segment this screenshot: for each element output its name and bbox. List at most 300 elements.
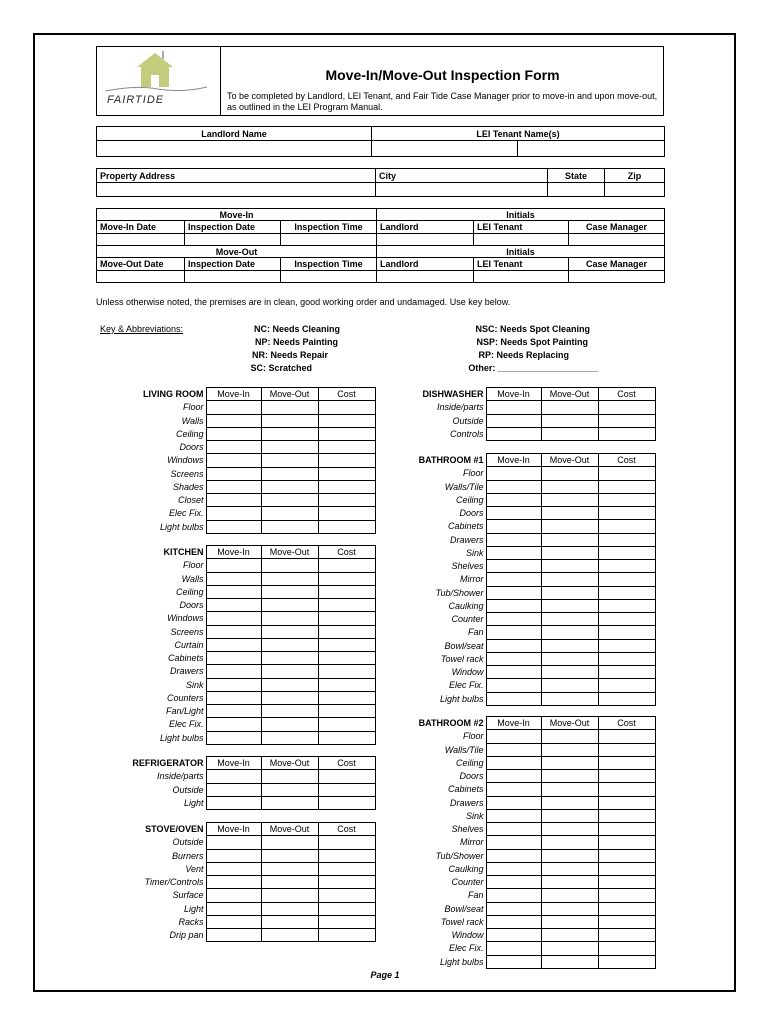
movein-field[interactable] xyxy=(486,639,541,652)
moveout-field[interactable] xyxy=(261,572,318,585)
moveout-field[interactable] xyxy=(261,427,318,440)
cost-field[interactable] xyxy=(598,809,655,822)
moveout-field[interactable] xyxy=(541,770,598,783)
moveout-field[interactable] xyxy=(541,942,598,955)
moveout-field[interactable] xyxy=(541,889,598,902)
zip-field[interactable] xyxy=(605,183,665,197)
cost-field[interactable] xyxy=(318,454,375,467)
moveout-field[interactable] xyxy=(261,691,318,704)
movein-field[interactable] xyxy=(486,823,541,836)
cost-field[interactable] xyxy=(318,929,375,942)
movein-field[interactable] xyxy=(486,955,541,968)
cost-field[interactable] xyxy=(318,401,375,414)
movein-field[interactable] xyxy=(206,876,261,889)
cost-field[interactable] xyxy=(598,679,655,692)
moveout-field[interactable] xyxy=(261,796,318,809)
moveout-field[interactable] xyxy=(541,414,598,427)
movein-tenant-field[interactable] xyxy=(474,234,569,246)
inspection-row xyxy=(380,414,655,427)
movein-date-label: Move-In Date xyxy=(97,221,185,234)
moveout-field[interactable] xyxy=(541,599,598,612)
cost-field[interactable] xyxy=(318,783,375,796)
moveout-field[interactable] xyxy=(541,756,598,769)
movein-field[interactable] xyxy=(486,586,541,599)
movein-manager-field[interactable] xyxy=(569,234,665,246)
item-label: Sink xyxy=(465,810,484,821)
movein-field[interactable] xyxy=(486,626,541,639)
cost-field[interactable] xyxy=(318,599,375,612)
movein-field[interactable] xyxy=(206,705,261,718)
moveout-field[interactable] xyxy=(541,783,598,796)
movein-field[interactable] xyxy=(486,743,541,756)
cost-field[interactable] xyxy=(318,441,375,454)
item-label: Walls xyxy=(181,415,204,426)
cost-field[interactable] xyxy=(598,467,655,480)
cost-field[interactable] xyxy=(598,613,655,626)
movein-field[interactable] xyxy=(486,507,541,520)
moveout-field[interactable] xyxy=(541,862,598,875)
cost-field[interactable] xyxy=(318,849,375,862)
inspection-row xyxy=(380,573,655,586)
movein-field[interactable] xyxy=(486,613,541,626)
moveout-field[interactable] xyxy=(261,718,318,731)
moveout-tenant-field[interactable] xyxy=(474,271,569,283)
moveout-field[interactable] xyxy=(261,467,318,480)
cost-field[interactable] xyxy=(598,915,655,928)
cost-field[interactable] xyxy=(598,652,655,665)
item-label: Elec Fix. xyxy=(448,943,484,954)
inspection-row xyxy=(100,796,375,809)
item-label: Inside/parts xyxy=(436,402,484,413)
cost-field[interactable] xyxy=(598,507,655,520)
cost-field[interactable] xyxy=(318,665,375,678)
moveout-field[interactable] xyxy=(261,625,318,638)
movein-field[interactable] xyxy=(206,862,261,875)
inspection-row xyxy=(380,546,655,559)
cost-field[interactable] xyxy=(598,730,655,743)
moveout-field[interactable] xyxy=(541,929,598,942)
item-label: Drawers xyxy=(449,797,484,808)
cost-field[interactable] xyxy=(598,546,655,559)
item-label: Sink xyxy=(185,679,204,690)
cost-field[interactable] xyxy=(318,691,375,704)
moveout-field[interactable] xyxy=(541,679,598,692)
cost-field[interactable] xyxy=(318,678,375,691)
moveout-field[interactable] xyxy=(261,783,318,796)
moveout-field[interactable] xyxy=(541,573,598,586)
moveout-field[interactable] xyxy=(261,507,318,520)
moveout-field[interactable] xyxy=(261,876,318,889)
inspection-row xyxy=(100,902,375,915)
item-label: Light bulbs xyxy=(439,693,484,704)
tenant-name-field-2[interactable] xyxy=(518,141,665,157)
moveout-field[interactable] xyxy=(541,849,598,862)
cost-column-header: Cost xyxy=(598,388,655,401)
cost-field[interactable] xyxy=(598,401,655,414)
moveout-field[interactable] xyxy=(541,902,598,915)
movein-date-field[interactable] xyxy=(97,234,185,246)
cost-field[interactable] xyxy=(598,836,655,849)
moveout-field[interactable] xyxy=(261,441,318,454)
moveout-field[interactable] xyxy=(261,652,318,665)
movein-inspection-date-label: Inspection Date xyxy=(185,221,281,234)
moveout-field[interactable] xyxy=(261,929,318,942)
state-field[interactable] xyxy=(548,183,605,197)
moveout-field[interactable] xyxy=(541,533,598,546)
moveout-field[interactable] xyxy=(541,836,598,849)
item-label: Tub/Shower xyxy=(435,850,484,861)
moveout-field[interactable] xyxy=(541,639,598,652)
moveout-field[interactable] xyxy=(261,585,318,598)
inspection-row xyxy=(100,414,375,427)
movein-field[interactable] xyxy=(206,494,261,507)
movein-field[interactable] xyxy=(206,889,261,902)
item-label: Light bulbs xyxy=(159,521,204,532)
moveout-field[interactable] xyxy=(261,836,318,849)
inspection-row xyxy=(380,626,655,639)
moveout-column-header: Move-Out xyxy=(261,388,318,401)
cost-field[interactable] xyxy=(318,480,375,493)
inspection-row xyxy=(380,520,655,533)
moveout-inspection-time-field[interactable] xyxy=(281,271,377,283)
movein-field[interactable] xyxy=(486,809,541,822)
moveout-field[interactable] xyxy=(541,743,598,756)
moveout-landlord-field[interactable] xyxy=(377,271,474,283)
movein-inspection-date-field[interactable] xyxy=(185,234,281,246)
moveout-column-header: Move-Out xyxy=(541,454,598,467)
movein-field[interactable] xyxy=(486,679,541,692)
inspection-row xyxy=(100,836,375,849)
cost-field[interactable] xyxy=(598,480,655,493)
item-label: Closet xyxy=(177,495,204,506)
cost-field[interactable] xyxy=(598,692,655,705)
movein-field[interactable] xyxy=(486,666,541,679)
movein-field[interactable] xyxy=(206,441,261,454)
movein-field[interactable] xyxy=(206,427,261,440)
cost-field[interactable] xyxy=(318,652,375,665)
moveout-field[interactable] xyxy=(541,427,598,440)
movein-field[interactable] xyxy=(486,783,541,796)
movein-field[interactable] xyxy=(486,915,541,928)
movein-inspection-time-field[interactable] xyxy=(281,234,377,246)
inspection-row xyxy=(380,809,655,822)
movein-field[interactable] xyxy=(486,493,541,506)
moveout-field[interactable] xyxy=(261,414,318,427)
cost-field[interactable] xyxy=(598,823,655,836)
movein-inspection-time-label: Inspection Time xyxy=(281,221,377,234)
item-label: Drawers xyxy=(169,666,204,677)
moveout-field[interactable] xyxy=(261,454,318,467)
moveout-field[interactable] xyxy=(541,652,598,665)
moveout-field[interactable] xyxy=(541,401,598,414)
cost-field[interactable] xyxy=(318,836,375,849)
moveout-column-header: Move-Out xyxy=(261,546,318,559)
moveout-field[interactable] xyxy=(541,796,598,809)
cost-field[interactable] xyxy=(318,862,375,875)
cost-field[interactable] xyxy=(318,876,375,889)
item-label: Burners xyxy=(171,850,204,861)
cost-field[interactable] xyxy=(598,889,655,902)
cost-field[interactable] xyxy=(318,612,375,625)
moveout-field[interactable] xyxy=(541,560,598,573)
moveout-field[interactable] xyxy=(541,546,598,559)
moveout-field[interactable] xyxy=(541,730,598,743)
inspection-row xyxy=(380,756,655,769)
moveout-field[interactable] xyxy=(261,665,318,678)
moveout-field[interactable] xyxy=(261,401,318,414)
movein-field[interactable] xyxy=(206,691,261,704)
cost-field[interactable] xyxy=(318,414,375,427)
moveout-field[interactable] xyxy=(541,955,598,968)
movein-field[interactable] xyxy=(206,770,261,783)
movein-field[interactable] xyxy=(206,401,261,414)
item-label: Outside xyxy=(452,415,484,426)
inspection-row xyxy=(100,705,375,718)
moveout-field[interactable] xyxy=(261,520,318,533)
cost-field[interactable] xyxy=(318,796,375,809)
movein-field[interactable] xyxy=(486,414,541,427)
movein-field[interactable] xyxy=(206,652,261,665)
cost-field[interactable] xyxy=(598,783,655,796)
cost-field[interactable] xyxy=(318,507,375,520)
cost-field[interactable] xyxy=(598,902,655,915)
movein-field[interactable] xyxy=(206,507,261,520)
movein-field[interactable] xyxy=(206,718,261,731)
movein-field[interactable] xyxy=(206,902,261,915)
movein-field[interactable] xyxy=(486,652,541,665)
inspection-row xyxy=(380,862,655,875)
cost-field[interactable] xyxy=(598,493,655,506)
item-label: Counter xyxy=(451,614,484,625)
movein-field[interactable] xyxy=(206,731,261,744)
movein-field[interactable] xyxy=(206,783,261,796)
cost-field[interactable] xyxy=(598,756,655,769)
movein-field[interactable] xyxy=(486,533,541,546)
item-label: Towel rack xyxy=(440,653,484,664)
cost-field[interactable] xyxy=(318,902,375,915)
cost-field[interactable] xyxy=(598,876,655,889)
movein-field[interactable] xyxy=(486,849,541,862)
moveout-inspection-date-field[interactable] xyxy=(185,271,281,283)
landlord-name-label: Landlord Name xyxy=(97,127,372,141)
item-label: Racks xyxy=(178,916,204,927)
moveout-manager-field[interactable] xyxy=(569,271,665,283)
moveout-field[interactable] xyxy=(261,902,318,915)
cost-field[interactable] xyxy=(318,467,375,480)
movein-field[interactable] xyxy=(206,796,261,809)
movein-field[interactable] xyxy=(486,756,541,769)
moveout-field[interactable] xyxy=(541,915,598,928)
moveout-field[interactable] xyxy=(261,678,318,691)
cost-field[interactable] xyxy=(598,414,655,427)
movein-field[interactable] xyxy=(206,836,261,849)
moveout-field[interactable] xyxy=(541,613,598,626)
movein-field[interactable] xyxy=(486,560,541,573)
item-label: Doors xyxy=(179,600,204,611)
moveout-field[interactable] xyxy=(261,862,318,875)
tenant-name-field-1[interactable] xyxy=(372,141,518,157)
inspection-row xyxy=(100,691,375,704)
cost-field[interactable] xyxy=(318,520,375,533)
cost-field[interactable] xyxy=(598,533,655,546)
inspection-row xyxy=(380,507,655,520)
movein-field[interactable] xyxy=(206,665,261,678)
movein-field[interactable] xyxy=(206,612,261,625)
movein-field[interactable] xyxy=(486,401,541,414)
moveout-field[interactable] xyxy=(261,612,318,625)
cost-field[interactable] xyxy=(598,862,655,875)
room-heading: BATHROOM #1 xyxy=(418,455,484,466)
cost-field[interactable] xyxy=(598,599,655,612)
movein-field[interactable] xyxy=(206,638,261,651)
moveout-field[interactable] xyxy=(261,849,318,862)
moveout-field[interactable] xyxy=(541,666,598,679)
cost-field[interactable] xyxy=(598,639,655,652)
moveout-field[interactable] xyxy=(261,770,318,783)
cost-field[interactable] xyxy=(318,572,375,585)
movein-field[interactable] xyxy=(206,480,261,493)
moveout-field[interactable] xyxy=(541,520,598,533)
cost-field[interactable] xyxy=(318,625,375,638)
movein-field[interactable] xyxy=(206,599,261,612)
cost-field[interactable] xyxy=(318,705,375,718)
movein-field[interactable] xyxy=(486,546,541,559)
cost-field[interactable] xyxy=(318,585,375,598)
moveout-field[interactable] xyxy=(541,467,598,480)
movein-field[interactable] xyxy=(206,929,261,942)
cost-field[interactable] xyxy=(318,559,375,572)
movein-field[interactable] xyxy=(486,929,541,942)
movein-landlord-field[interactable] xyxy=(377,234,474,246)
inspection-row xyxy=(380,730,655,743)
movein-field[interactable] xyxy=(486,796,541,809)
property-address-field[interactable] xyxy=(97,183,376,197)
moveout-field[interactable] xyxy=(261,889,318,902)
key-nc: NC: Needs Cleaning xyxy=(253,324,340,334)
item-label: Windows xyxy=(167,613,204,624)
moveout-field[interactable] xyxy=(261,480,318,493)
cost-field[interactable] xyxy=(598,586,655,599)
movein-field[interactable] xyxy=(206,414,261,427)
cost-field[interactable] xyxy=(598,942,655,955)
inspection-row xyxy=(100,480,375,493)
cost-field[interactable] xyxy=(598,666,655,679)
moveout-field[interactable] xyxy=(541,823,598,836)
cost-field[interactable] xyxy=(598,929,655,942)
movein-field[interactable] xyxy=(486,520,541,533)
movein-field[interactable] xyxy=(486,480,541,493)
movein-field[interactable] xyxy=(486,876,541,889)
movein-field[interactable] xyxy=(486,730,541,743)
moveout-field[interactable] xyxy=(261,599,318,612)
moveout-field[interactable] xyxy=(261,705,318,718)
cost-field[interactable] xyxy=(598,743,655,756)
cost-field[interactable] xyxy=(318,638,375,651)
key-nsc: NSC: Needs Spot Cleaning xyxy=(475,324,590,334)
item-label: Floor xyxy=(182,402,204,413)
cost-field[interactable] xyxy=(598,770,655,783)
moveout-field[interactable] xyxy=(541,809,598,822)
cost-field[interactable] xyxy=(318,889,375,902)
movein-field[interactable] xyxy=(486,836,541,849)
moveout-field[interactable] xyxy=(541,493,598,506)
moveout-column-header: Move-Out xyxy=(541,388,598,401)
movein-field[interactable] xyxy=(486,770,541,783)
cost-field[interactable] xyxy=(598,560,655,573)
inspection-row xyxy=(100,862,375,875)
moveout-field[interactable] xyxy=(261,494,318,507)
cost-field[interactable] xyxy=(598,849,655,862)
movein-field[interactable] xyxy=(486,889,541,902)
movein-field[interactable] xyxy=(486,862,541,875)
moveout-field[interactable] xyxy=(261,731,318,744)
movein-field[interactable] xyxy=(486,427,541,440)
moveout-field[interactable] xyxy=(541,692,598,705)
cost-field[interactable] xyxy=(318,770,375,783)
inspection-row xyxy=(100,572,375,585)
movein-field[interactable] xyxy=(486,573,541,586)
movein-field[interactable] xyxy=(206,915,261,928)
movein-field[interactable] xyxy=(206,678,261,691)
movein-field[interactable] xyxy=(486,942,541,955)
item-label: Outside xyxy=(172,784,204,795)
movein-field[interactable] xyxy=(206,559,261,572)
key-nsp: NSP: Needs Spot Painting xyxy=(476,337,588,347)
moveout-field[interactable] xyxy=(541,586,598,599)
cost-field[interactable] xyxy=(598,427,655,440)
movein-field[interactable] xyxy=(486,902,541,915)
item-label: Elec Fix. xyxy=(168,719,204,730)
key-nr: NR: Needs Repair xyxy=(251,350,328,360)
moveout-field[interactable] xyxy=(541,507,598,520)
cost-field[interactable] xyxy=(318,718,375,731)
inspection-row xyxy=(100,783,375,796)
movein-field[interactable] xyxy=(486,467,541,480)
movein-field[interactable] xyxy=(206,585,261,598)
cost-field[interactable] xyxy=(598,573,655,586)
city-field[interactable] xyxy=(376,183,548,197)
movein-field[interactable] xyxy=(206,520,261,533)
cost-field[interactable] xyxy=(598,955,655,968)
movein-field[interactable] xyxy=(206,849,261,862)
cost-field[interactable] xyxy=(598,626,655,639)
moveout-field[interactable] xyxy=(261,915,318,928)
movein-field[interactable] xyxy=(206,625,261,638)
movein-field[interactable] xyxy=(206,572,261,585)
cost-field[interactable] xyxy=(598,796,655,809)
cost-field[interactable] xyxy=(318,731,375,744)
movein-field[interactable] xyxy=(486,599,541,612)
cost-field[interactable] xyxy=(318,494,375,507)
cost-field[interactable] xyxy=(318,915,375,928)
cost-field[interactable] xyxy=(318,427,375,440)
movein-field[interactable] xyxy=(206,467,261,480)
movein-field[interactable] xyxy=(486,692,541,705)
movein-field[interactable] xyxy=(206,454,261,467)
key-rp: RP: Needs Replacing xyxy=(478,350,569,360)
moveout-field[interactable] xyxy=(261,559,318,572)
landlord-name-field[interactable] xyxy=(97,141,372,157)
moveout-field[interactable] xyxy=(541,876,598,889)
cost-field[interactable] xyxy=(598,520,655,533)
inspection-row xyxy=(380,902,655,915)
item-label: Cabinets xyxy=(167,653,204,664)
moveout-field[interactable] xyxy=(541,626,598,639)
moveout-date-field[interactable] xyxy=(97,271,185,283)
inspection-row xyxy=(380,533,655,546)
moveout-field[interactable] xyxy=(261,638,318,651)
moveout-field[interactable] xyxy=(541,480,598,493)
